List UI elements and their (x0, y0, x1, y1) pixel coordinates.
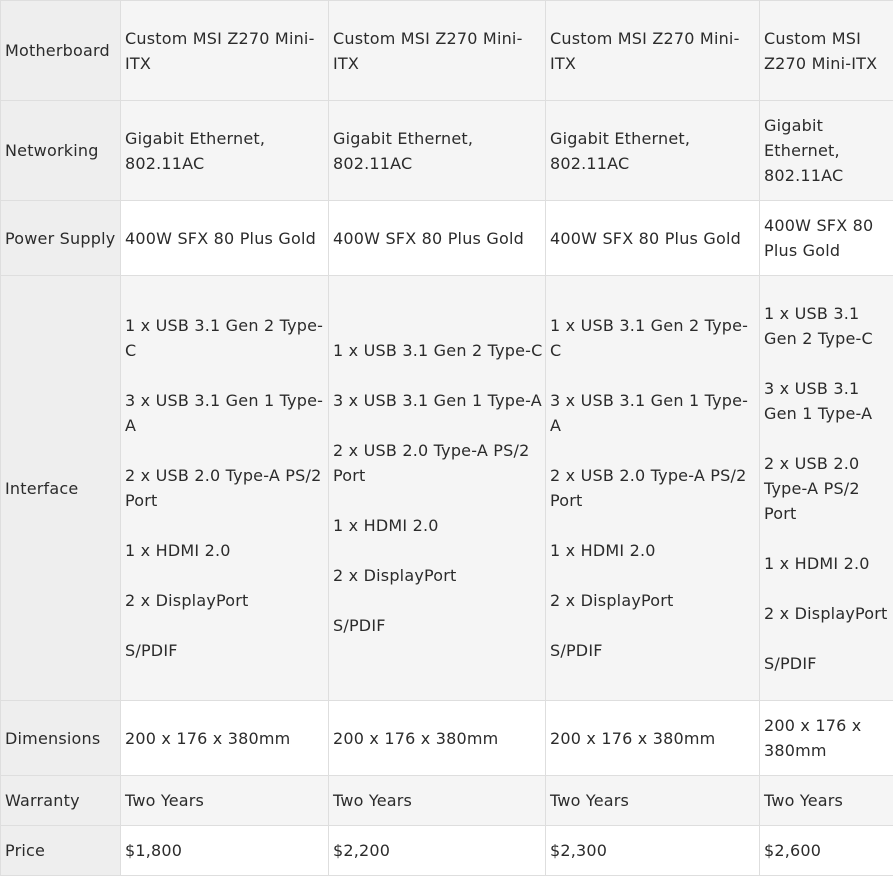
cell (546, 101, 760, 201)
row-label: Networking (1, 101, 121, 201)
row-price (1, 826, 893, 876)
cell-text: S/PDIF (125, 641, 178, 660)
cell (546, 1, 760, 101)
cell-text: 2 x USB 2.0 Type-A PS/2 Port (764, 453, 860, 523)
cell-text: 400W SFX 80 Plus Gold (550, 228, 741, 248)
cell-text: Gigabit Ethernet, 802.11AC (333, 128, 474, 173)
cell-text: 2 x USB 2.0 Type-A PS/2 Port (550, 466, 747, 510)
cell (329, 701, 546, 776)
cell (121, 101, 329, 201)
cell-text: 2 x DisplayPort (125, 591, 249, 610)
cell-text: $1,800 (125, 841, 183, 860)
cell (329, 276, 546, 701)
cell (329, 1, 546, 101)
cell (546, 776, 760, 826)
cell-text: $2,600 (764, 841, 822, 860)
cell-text: 1 x HDMI 2.0 (764, 553, 870, 573)
cell-text: 3 x USB 3.1 Gen 1 Type-A (550, 391, 749, 435)
cell-text: 1 x HDMI 2.0 (550, 541, 656, 560)
cell (546, 826, 760, 876)
cell (546, 201, 760, 276)
cell-text: 2 x USB 2.0 Type-A PS/2 Port (333, 441, 530, 485)
cell-text: 2 x DisplayPort (550, 591, 674, 610)
cell-text: 2 x DisplayPort (764, 603, 888, 623)
cell (329, 776, 546, 826)
row-label: Price (1, 826, 121, 876)
cell (121, 701, 329, 776)
cell-text: 400W SFX 80 Plus Gold (764, 216, 874, 260)
row-label: Interface (1, 276, 121, 701)
row-label: Power Supply (1, 201, 121, 276)
cell-text: Custom MSI Z270 Mini-ITX (333, 28, 523, 73)
cell (760, 776, 893, 826)
cell (121, 1, 329, 101)
cell (760, 1, 893, 101)
row-power-supply (1, 201, 893, 276)
cell (121, 776, 329, 826)
cell-text: Gigabit Ethernet, 802.11AC (125, 128, 266, 173)
cell-text: 1 x HDMI 2.0 (333, 516, 439, 535)
row-networking (1, 101, 893, 201)
cell-text: Two Years (550, 791, 630, 810)
cell-text: Custom MSI Z270 Mini-ITX (125, 28, 315, 73)
cell-text: 1 x USB 3.1 Gen 2 Type-C (125, 316, 324, 360)
cell-text: S/PDIF (764, 653, 817, 673)
row-label: Dimensions (1, 701, 121, 776)
cell (546, 701, 760, 776)
cell (121, 276, 329, 701)
cell-text: Gigabit Ethernet, 802.11AC (550, 128, 691, 173)
row-interface (1, 276, 893, 701)
row-motherboard (1, 1, 893, 101)
cell (121, 201, 329, 276)
cell-text: Custom MSI Z270 Mini-ITX (550, 28, 740, 73)
cell-text: 400W SFX 80 Plus Gold (333, 228, 524, 248)
cell-text: Custom MSI Z270 Mini-ITX (764, 28, 878, 73)
cell (760, 201, 893, 276)
cell-text: 1 x HDMI 2.0 (125, 541, 231, 560)
cell-text: $2,200 (333, 841, 391, 860)
cell-text: 2 x DisplayPort (333, 566, 457, 585)
cell-text: 1 x USB 3.1 Gen 2 Type-C (333, 341, 543, 360)
cell-text: 200 x 176 x 380mm (333, 728, 499, 748)
cell-text: S/PDIF (333, 616, 386, 635)
cell-text: 1 x USB 3.1 Gen 2 Type-C (764, 303, 873, 348)
cell-text: S/PDIF (550, 641, 603, 660)
cell-text: 2 x USB 2.0 Type-A PS/2 Port (125, 466, 322, 510)
cell-text: Gigabit Ethernet, 802.11AC (764, 116, 844, 185)
row-warranty (1, 776, 893, 826)
cell (329, 101, 546, 201)
cell-text: 200 x 176 x 380mm (125, 728, 291, 748)
cell-text: 3 x USB 3.1 Gen 1 Type-A (764, 378, 873, 423)
cell-text: 3 x USB 3.1 Gen 1 Type-A (125, 391, 324, 435)
row-dimensions (1, 701, 893, 776)
row-label: Motherboard (1, 1, 121, 101)
cell (760, 701, 893, 776)
cell-text: Two Years (764, 791, 844, 810)
cell (760, 276, 893, 701)
cell (760, 826, 893, 876)
cell-text: 200 x 176 x 380mm (550, 728, 716, 748)
cell (760, 101, 893, 201)
cell-text: 1 x USB 3.1 Gen 2 Type-C (550, 316, 749, 360)
cell (329, 201, 546, 276)
row-label: Warranty (1, 776, 121, 826)
cell (121, 826, 329, 876)
cell-text: Two Years (125, 791, 205, 810)
cell-text: 3 x USB 3.1 Gen 1 Type-A (333, 391, 542, 410)
cell (546, 276, 760, 701)
cell-text: $2,300 (550, 841, 608, 860)
cell (329, 826, 546, 876)
cell-text: 400W SFX 80 Plus Gold (125, 228, 316, 248)
cell-text: Two Years (333, 791, 413, 810)
cell-text: 200 x 176 x 380mm (764, 716, 862, 760)
